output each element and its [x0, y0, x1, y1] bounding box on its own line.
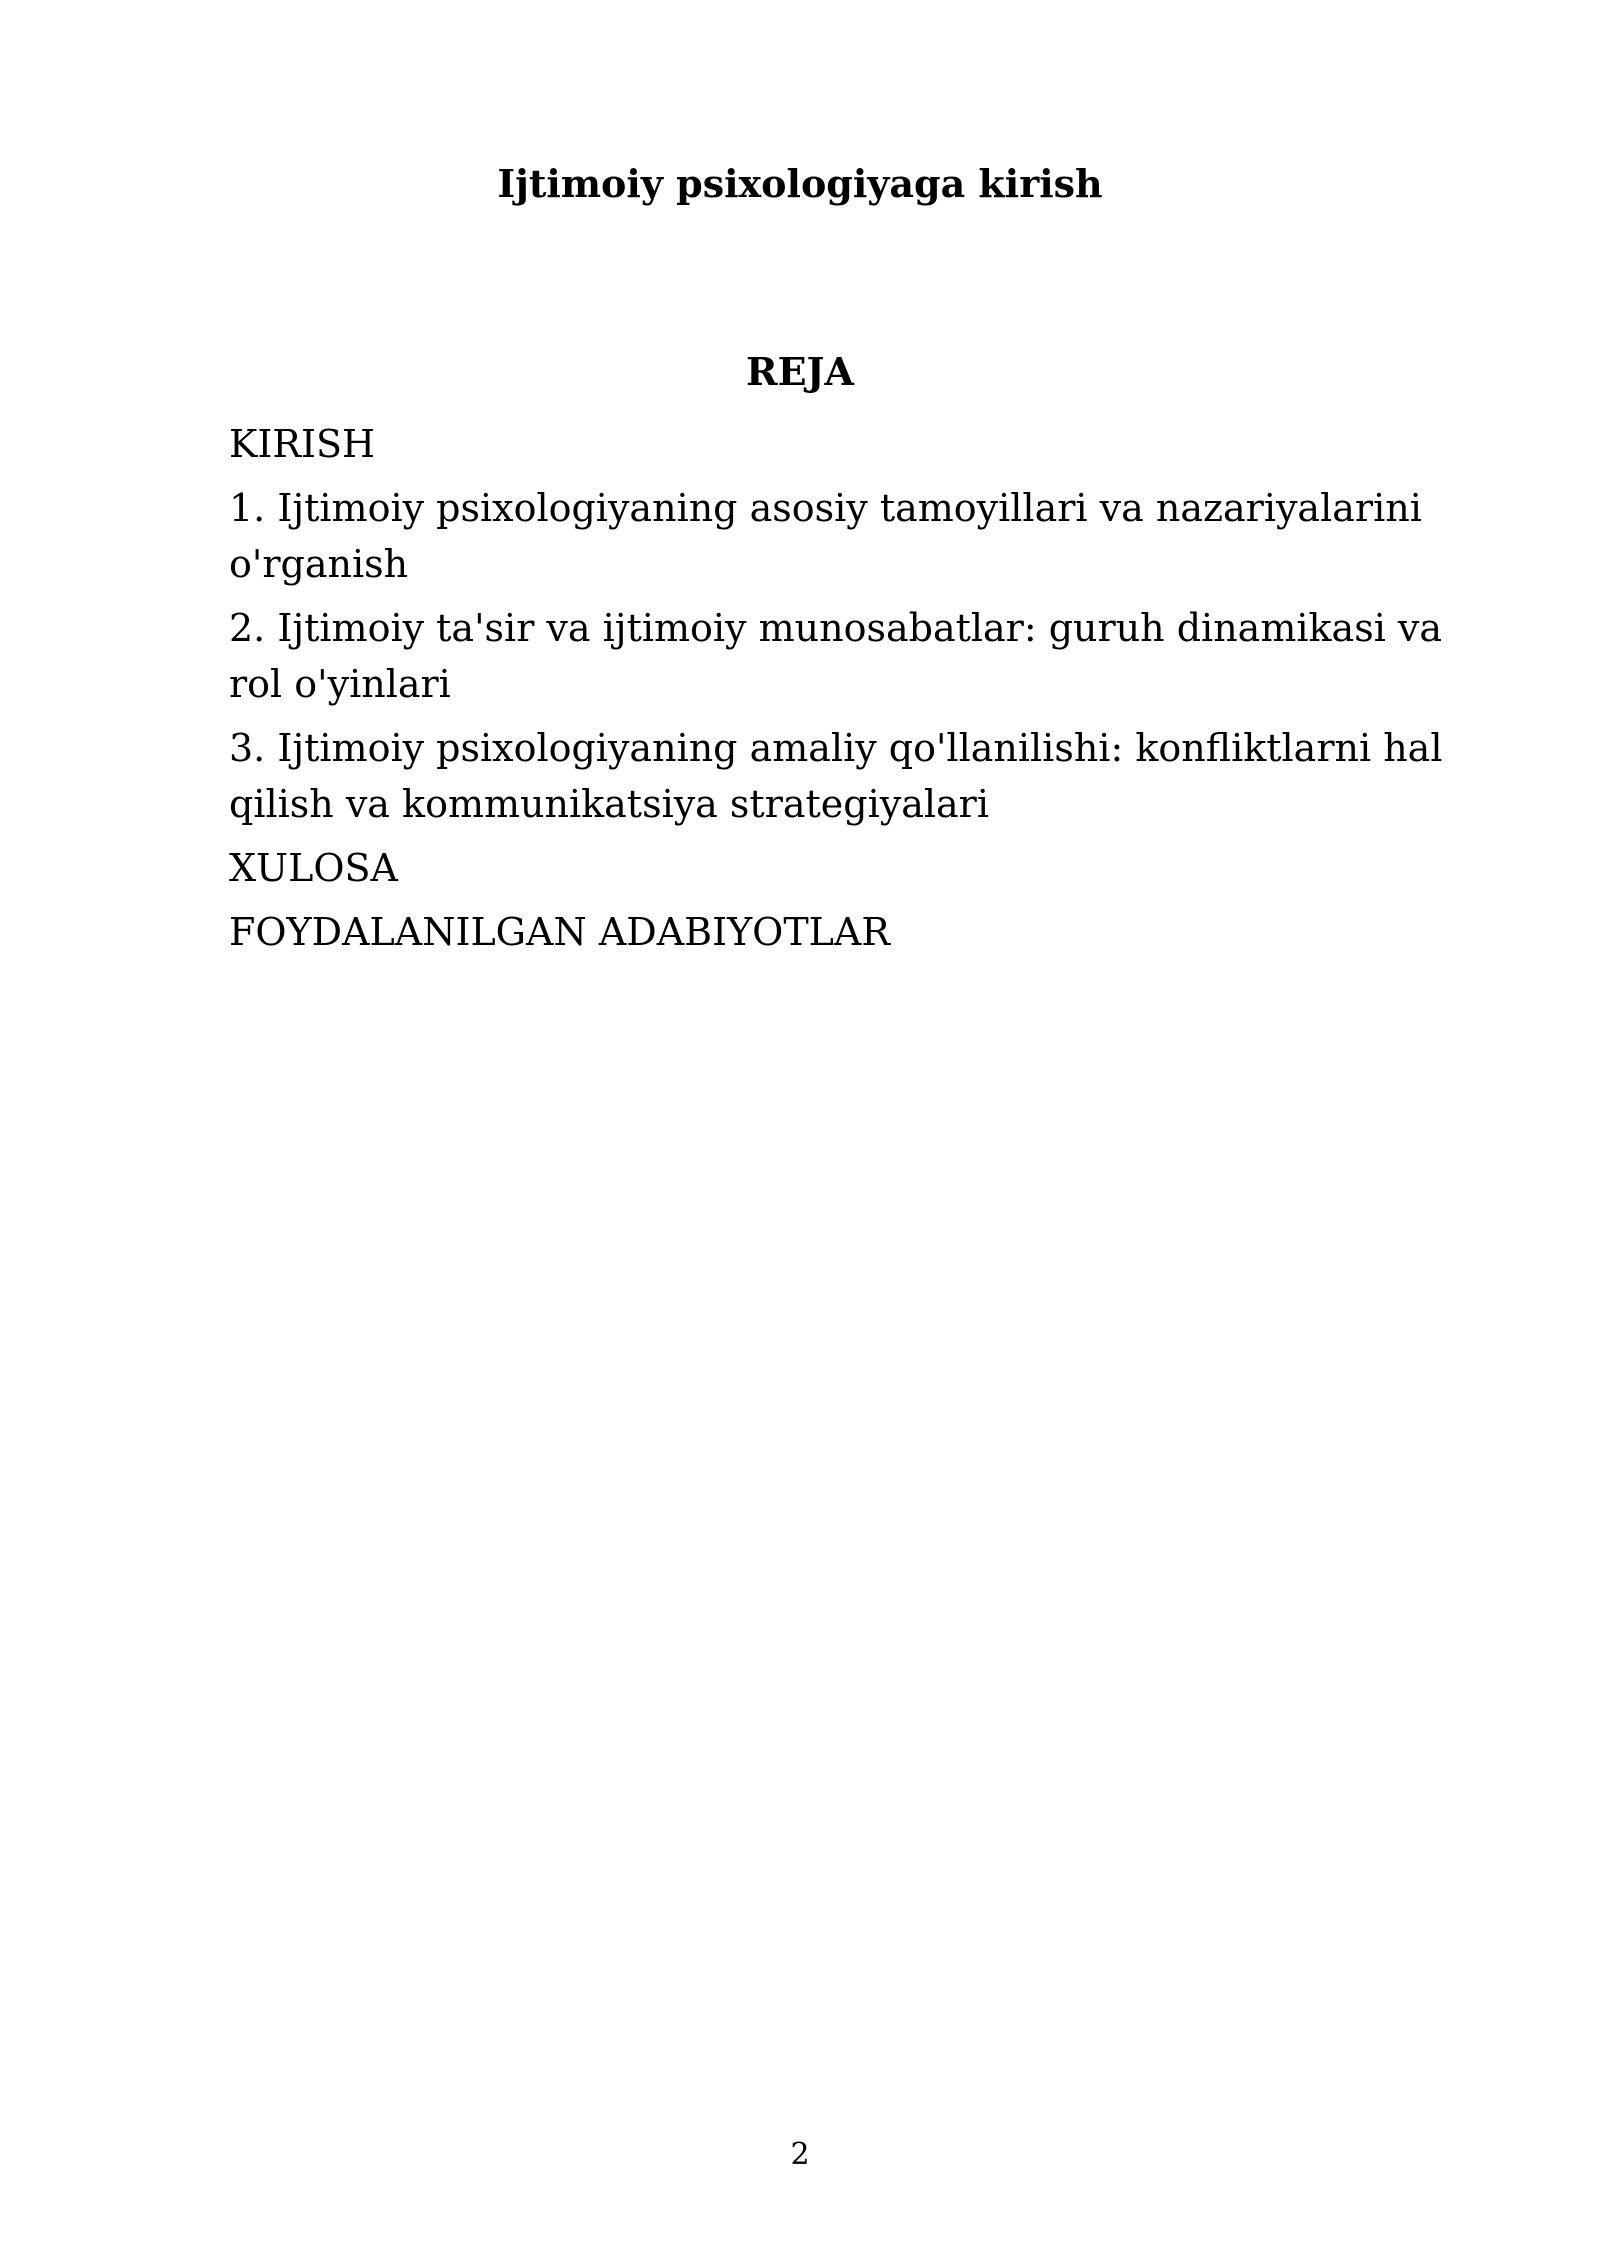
plan-item-1: 1. Ijtimoiy psixologiyaning asosiy tamoyillari va nazariyalarini o'rganish [229, 486, 1422, 586]
plan-item-3: 3. Ijtimoiy psixologiyaning amaliy qo'llanilishi: konfliktlarni hal qilish va kommunikatsiya strategiyalari [229, 726, 1443, 826]
plan-item-references: FOYDALANILGAN ADABIYOTLAR [229, 910, 890, 954]
plan-item-2: 2. Ijtimoiy ta'sir va ijtimoiy munosabatlar: guruh dinamikasi va rol o'yinlari [229, 606, 1443, 706]
plan-item-introduction: KIRISH [229, 422, 376, 466]
document-title: Ijtimoiy psixologiyaga kirish [497, 161, 1103, 206]
plan-heading: REJA [745, 349, 854, 394]
plan-item-conclusion: XULOSA [229, 846, 398, 890]
plan-list [229, 416, 1449, 968]
page-number: 2 [790, 2137, 810, 2172]
